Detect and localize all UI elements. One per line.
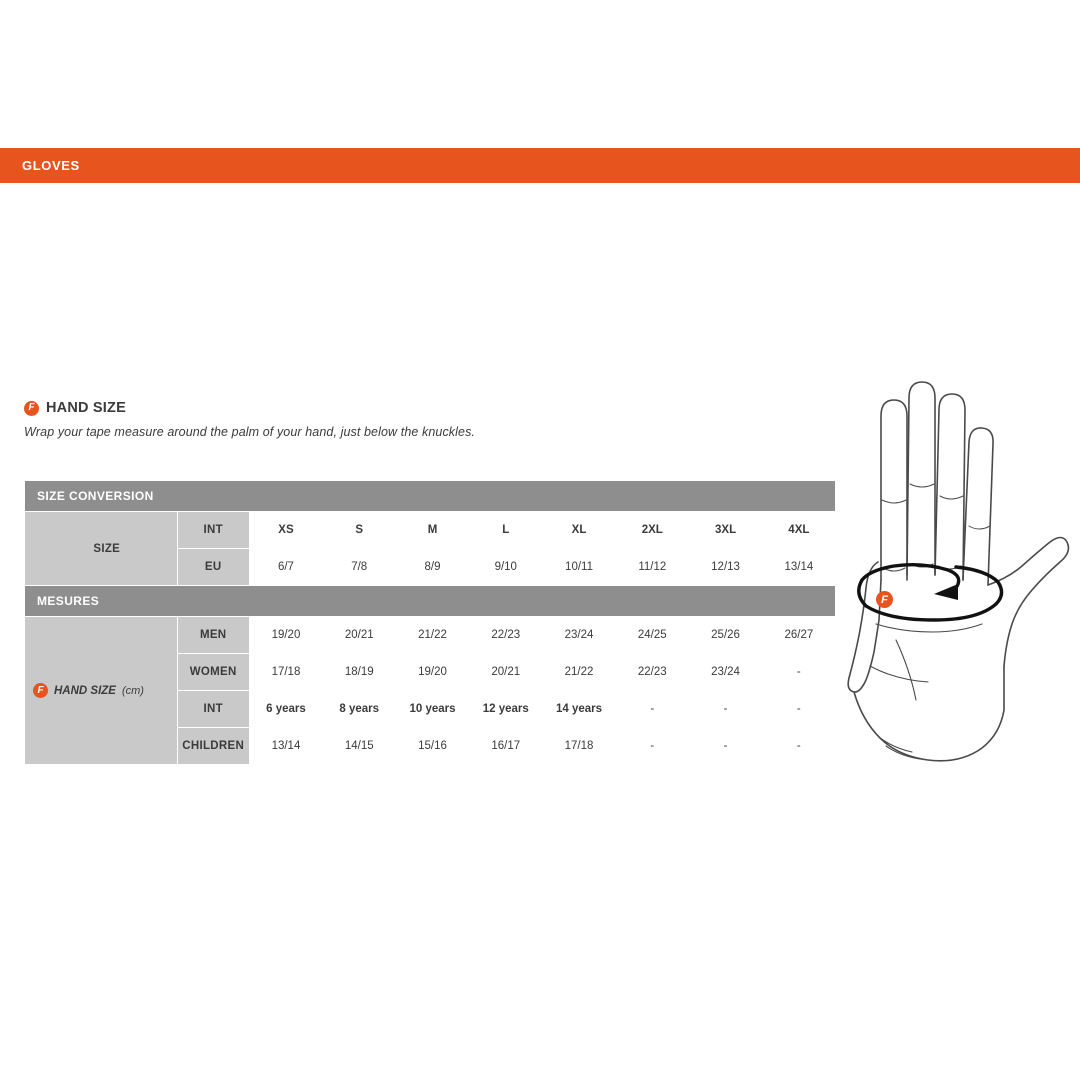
cell-eu-6: 11/12 (616, 549, 689, 586)
row-label-men: MEN (177, 617, 249, 654)
cell-int-child-2: 8 years (323, 691, 396, 728)
cell-int-child-6: - (616, 691, 689, 728)
hand-size-unit: (cm) (121, 684, 144, 697)
cell-int-s: S (323, 512, 396, 549)
cell-eu-8: 13/14 (762, 549, 835, 586)
band-mesures (25, 586, 836, 617)
cell-int-l: L (469, 512, 542, 549)
cell-int-child-3: 10 years (396, 691, 469, 728)
cell-children-8: - (762, 728, 835, 765)
cell-int-child-5: 14 years (542, 691, 615, 728)
row-label-int: INT (177, 512, 249, 549)
cell-int-2xl: 2XL (616, 512, 689, 549)
cell-men-3: 21/22 (396, 617, 469, 654)
hand-diagram-svg (836, 380, 1076, 780)
cell-int-child-4: 12 years (469, 691, 542, 728)
section-subtitle: Wrap your tape measure around the palm of your hand, just below the knuckles. (24, 425, 475, 439)
cell-eu-2: 7/8 (323, 549, 396, 586)
cell-int-m: M (396, 512, 469, 549)
row-group-label-size: SIZE (25, 512, 178, 586)
row-label-int-children: INT (177, 691, 249, 728)
cell-men-6: 24/25 (616, 617, 689, 654)
table-row (25, 617, 836, 654)
cell-men-7: 25/26 (689, 617, 762, 654)
cell-children-2: 14/15 (323, 728, 396, 765)
row-label-children: CHILDREN (177, 728, 249, 765)
cell-int-xs: XS (249, 512, 322, 549)
table-row (25, 512, 836, 549)
cell-children-1: 13/14 (249, 728, 322, 765)
hand-size-text: HAND SIZE (54, 684, 116, 697)
section-title: HAND SIZE (46, 400, 126, 416)
cell-int-child-1: 6 years (249, 691, 322, 728)
page-header-band (0, 148, 1080, 183)
cell-men-1: 19/20 (249, 617, 322, 654)
brand-f-icon: F (33, 683, 48, 698)
cell-women-5: 21/22 (542, 654, 615, 691)
cell-eu-3: 8/9 (396, 549, 469, 586)
brand-f-icon: F (876, 591, 893, 608)
cell-women-2: 18/19 (323, 654, 396, 691)
cell-women-7: 23/24 (689, 654, 762, 691)
row-group-label-hand-size (25, 617, 178, 765)
cell-children-4: 16/17 (469, 728, 542, 765)
cell-int-3xl: 3XL (689, 512, 762, 549)
cell-women-1: 17/18 (249, 654, 322, 691)
row-label-women: WOMEN (177, 654, 249, 691)
cell-men-5: 23/24 (542, 617, 615, 654)
cell-int-4xl: 4XL (762, 512, 835, 549)
band-size-conversion (25, 481, 836, 512)
cell-women-6: 22/23 (616, 654, 689, 691)
cell-men-8: 26/27 (762, 617, 835, 654)
cell-int-xl: XL (542, 512, 615, 549)
section-title-row (24, 400, 836, 416)
hand-size-section (24, 400, 836, 439)
hand-illustration (836, 380, 1076, 780)
tape-arrow-icon (934, 584, 958, 600)
brand-f-icon: F (24, 401, 39, 416)
cell-eu-4: 9/10 (469, 549, 542, 586)
size-conversion-table (24, 480, 836, 765)
band-size-conversion-label: SIZE CONVERSION (25, 481, 836, 512)
cell-children-3: 15/16 (396, 728, 469, 765)
cell-women-3: 19/20 (396, 654, 469, 691)
cell-children-7: - (689, 728, 762, 765)
cell-men-4: 22/23 (469, 617, 542, 654)
cell-children-5: 17/18 (542, 728, 615, 765)
cell-eu-1: 6/7 (249, 549, 322, 586)
cell-women-4: 20/21 (469, 654, 542, 691)
cell-children-6: - (616, 728, 689, 765)
cell-eu-7: 12/13 (689, 549, 762, 586)
cell-women-8: - (762, 654, 835, 691)
cell-eu-5: 10/11 (542, 549, 615, 586)
cell-int-child-7: - (689, 691, 762, 728)
band-mesures-label: MESURES (25, 586, 836, 617)
cell-int-child-8: - (762, 691, 835, 728)
row-label-eu: EU (177, 549, 249, 586)
page-title: GLOVES (22, 158, 80, 173)
cell-men-2: 20/21 (323, 617, 396, 654)
